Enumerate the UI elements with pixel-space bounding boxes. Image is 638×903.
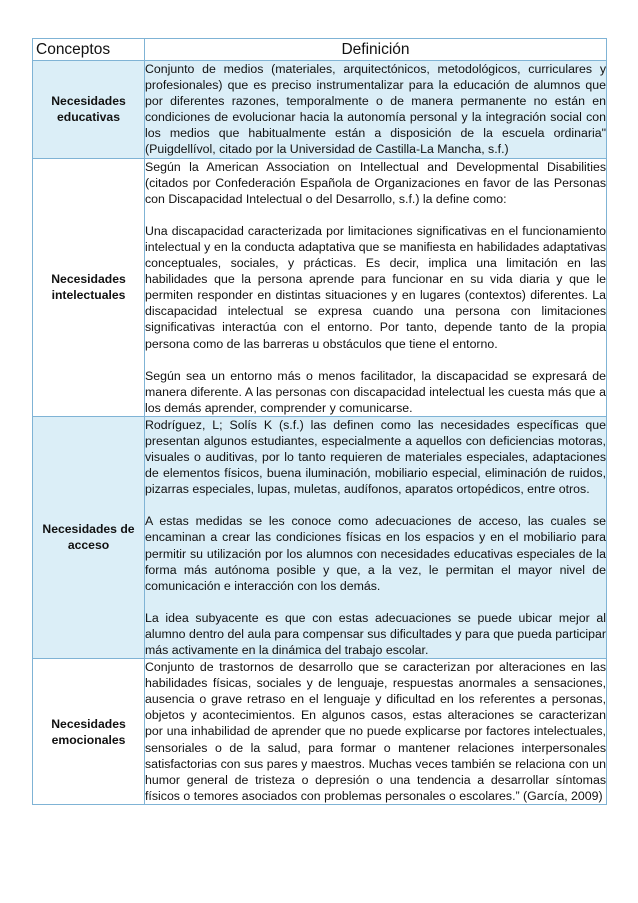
table-row xyxy=(33,61,607,159)
header-definicion: Definición xyxy=(145,39,607,61)
header-conceptos: Conceptos xyxy=(33,39,145,61)
definition-paragraph: Rodríguez, L; Solís K (s.f.) las definen como las necesidades específicas que presentan algunos estudiantes, especialmente a aquellos con deficiencias motoras, visuales o auditivas, por lo tanto requieren de materiales especiales, adaptaciones de elementos físicos, buena iluminación, mobiliario especial, eliminación de ruidos, pizarras especiales, lupas, muletas, audífonos, aparatos ortopédicos, entre otros. xyxy=(145,417,606,497)
definition-paragraph: A estas medidas se les conoce como adecuaciones de acceso, las cuales se encaminan a crear las condiciones físicas en los espacios y en el mobiliario para permitir su utilización por los alumnos con necesidades educativas especiales de la forma más autónoma posible y que, a la vez, le permitan el mayor nivel de comunicación e interacción con los demás. xyxy=(145,514,606,593)
definition-cell xyxy=(145,416,607,658)
concept-cell: Necesidades emocionales xyxy=(33,659,145,805)
definition-cell xyxy=(145,659,607,805)
definition-paragraph: Según la American Association on Intellectual and Developmental Disabilities (citados por Confederación Española de Organizaciones en favor de las Personas con Discapacidad Intelectual o del Desarrollo, s.f.) la define como: xyxy=(145,159,606,206)
definition-cell xyxy=(145,61,607,159)
definition-paragraph: Conjunto de medios (materiales, arquitectónicos, metodológicos, curriculares y profesionales) que es preciso instrumentalizar para la educación de alumnos que por diferentes razones, temporalmente o de manera permanente no están en condiciones de evolucionar hacia la autonomía personal y la integración social con los medios que habitualmente están a disposición de la escuela ordinaria" (Puigdellívol, citado por la Universidad de Castilla-La Mancha, s.f.) xyxy=(145,62,606,157)
concept-cell: Necesidades intelectuales xyxy=(33,158,145,416)
definition-paragraph: La idea subyacente es que con estas adecuaciones se puede ubicar mejor al alumno dentro del aula para compensar sus dificultades y para que pueda participar más activamente en la dinámica del trabajo escolar. xyxy=(145,610,606,657)
table-row xyxy=(33,416,607,658)
definition-cell xyxy=(145,158,607,416)
definition-paragraph: Conjunto de trastornos de desarrollo que se caracterizan por alteraciones en las habilidades físicas, sociales y de lenguaje, respuestas anormales a sensaciones, ausencia o grave retraso en el lenguaje y dificultad en los referentes a personas, objetos y acontecimientos. En algunos casos, estas alteraciones se caracterizan por una inhabilidad de aprender que no puede explicarse por factores intelectuales, sensoriales o de la salud, para formar o mantener relaciones interpersonales satisfactorias con sus pares y maestros. Muchas veces también se relaciona con un humor general de tristeza o depresión o una tendencia a desarrollar síntomas físicos o temores asociados con problemas personales o escolares.” (García, 2009) xyxy=(145,660,606,803)
table-row xyxy=(33,158,607,416)
definition-paragraph: Una discapacidad caracterizada por limitaciones significativas en el funcionamiento intelectual y en la conducta adaptativa que se manifiesta en habilidades adaptativas conceptuales, sociales, y prácticas. Es decir, implica una limitación en las habilidades que la persona aprende para funcionar en su vida diaria y que le permiten responder en distintas situaciones y en lugares (contextos) diferentes. La discapacidad intelectual se expresa cuando una persona con limitaciones significativas interactúa con el entorno. Por tanto, depende tanto de la propia persona como de las barreras u obstáculos que tiene el entorno. xyxy=(145,223,606,351)
header-row xyxy=(33,39,607,61)
concepts-table xyxy=(32,38,607,805)
concept-cell: Necesidades de acceso xyxy=(33,416,145,658)
concept-cell: Necesidades educativas xyxy=(33,61,145,159)
definition-paragraph: Según sea un entorno más o menos facilitador, la discapacidad se expresará de manera diferente. A las personas con discapacidad intelectual les cuesta más que a los demás aprender, comprender y comunicarse. xyxy=(145,368,606,415)
table-row xyxy=(33,659,607,805)
